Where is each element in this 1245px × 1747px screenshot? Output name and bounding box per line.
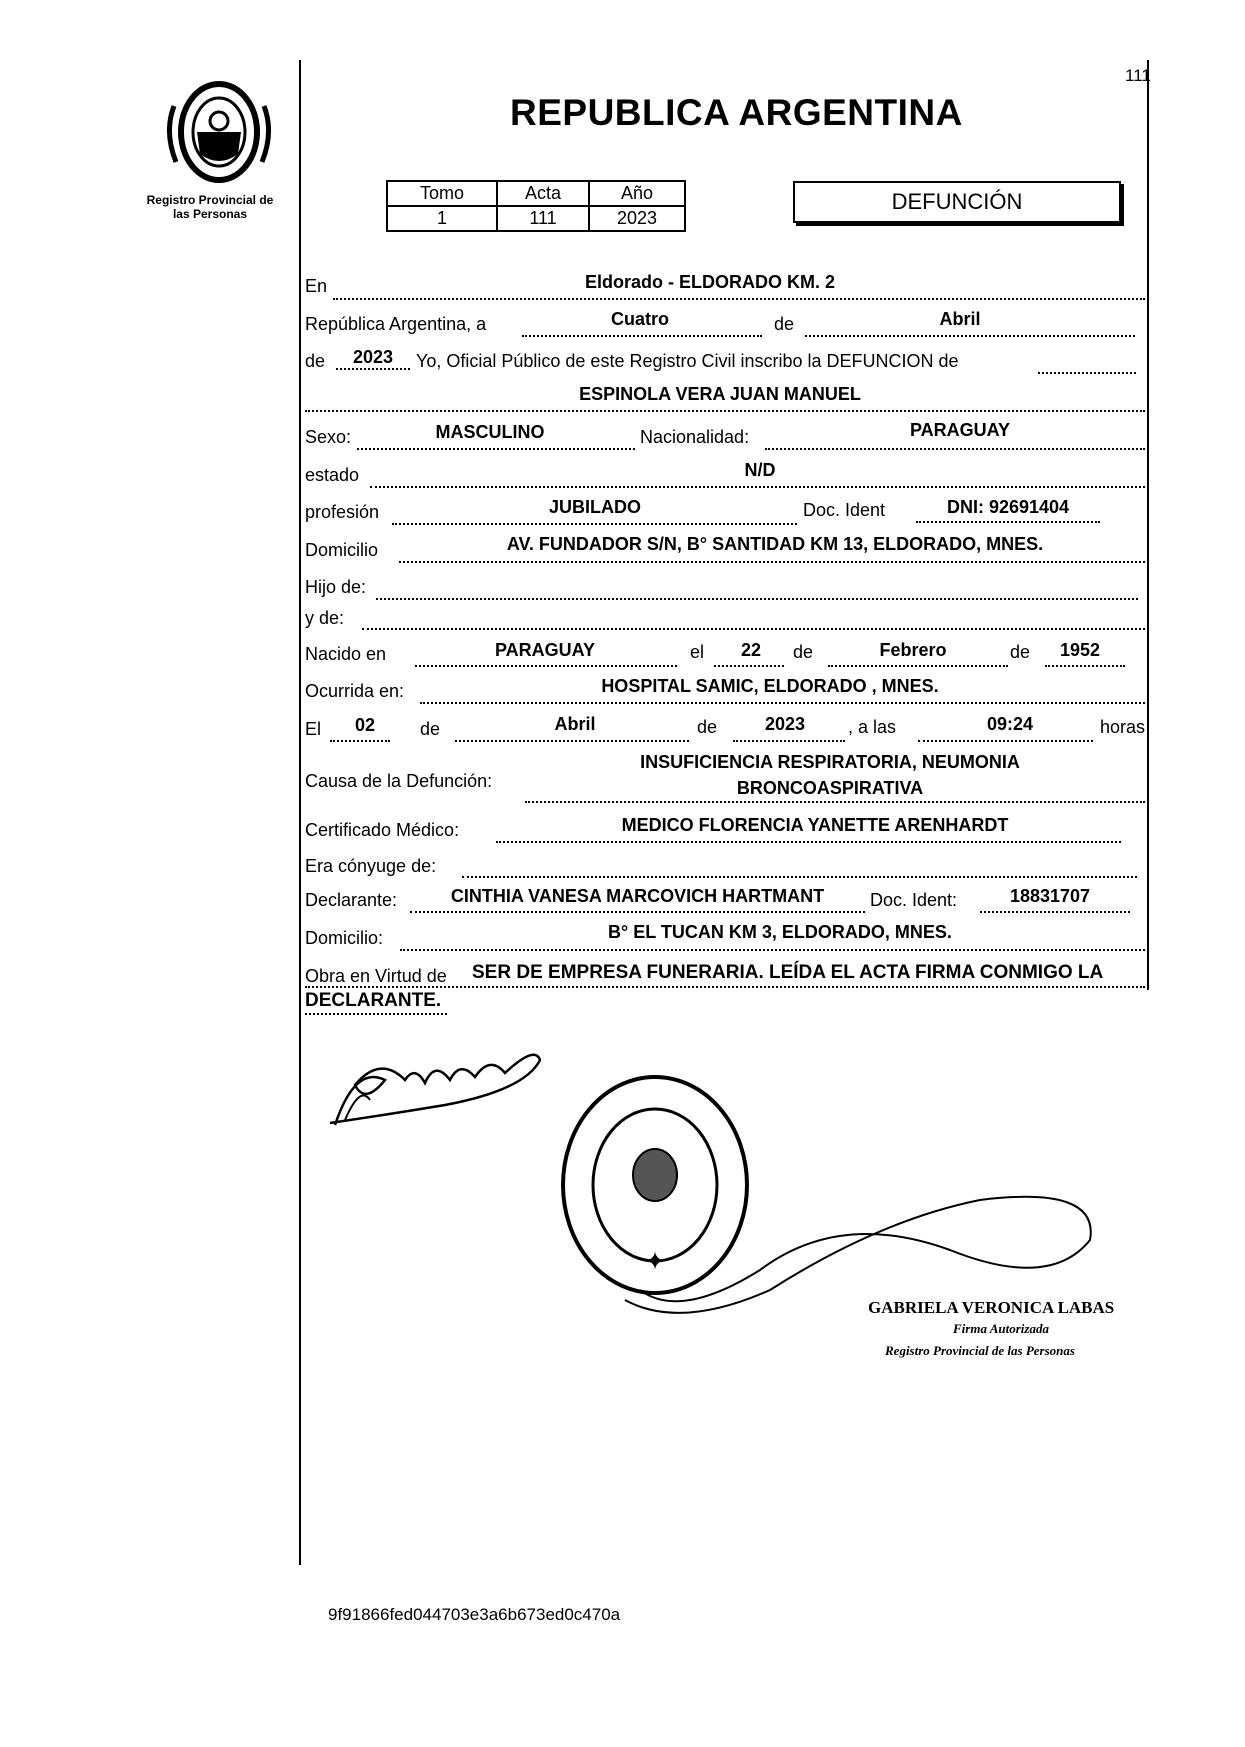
label-certificado: Certificado Médico: xyxy=(305,820,460,840)
dotted-line xyxy=(410,911,865,913)
death-day: 02 xyxy=(354,715,376,735)
sex-value: MASCULINO xyxy=(435,422,545,442)
dotted-line xyxy=(399,561,1145,563)
label-sexo: Sexo: xyxy=(305,427,352,447)
label-de-birth-month: de xyxy=(793,642,814,662)
profession-value: JUBILADO xyxy=(548,497,641,517)
label-a-las: , a las xyxy=(848,717,897,737)
dotted-line xyxy=(714,665,784,667)
label-de-year: de xyxy=(305,351,326,371)
registry-name-line2: las Personas xyxy=(172,207,248,221)
label-en: En xyxy=(305,276,328,296)
right-margin-line xyxy=(1147,60,1149,990)
declarant-address: B° EL TUCAN KM 3, ELDORADO, MNES. xyxy=(608,922,952,942)
label-profesion: profesión xyxy=(305,502,380,522)
dotted-line xyxy=(916,521,1100,523)
death-month: Abril xyxy=(554,714,596,734)
left-margin-line xyxy=(299,60,301,1565)
label-doc-ident-declarant: Doc. Ident: xyxy=(870,890,958,910)
label-y-de: y de: xyxy=(305,608,345,628)
dotted-line xyxy=(828,665,1008,667)
birth-day: 22 xyxy=(740,640,762,660)
tomo-header: Tomo xyxy=(387,181,497,206)
label-de-death-month: de xyxy=(420,719,441,739)
death-year: 2023 xyxy=(764,714,806,734)
nationality-value: PARAGUAY xyxy=(909,420,1011,440)
label-nacionalidad: Nacionalidad: xyxy=(640,427,750,447)
dotted-line xyxy=(415,665,677,667)
dotted-line xyxy=(357,448,635,450)
document-type-box: DEFUNCIÓN xyxy=(793,181,1121,223)
label-el: el xyxy=(690,642,705,662)
page-number: 111 xyxy=(1125,66,1151,85)
label-conyuge: Era cónyuge de: xyxy=(305,856,437,876)
acta-header: Acta xyxy=(497,181,589,206)
label-de-birth-year: de xyxy=(1010,642,1031,662)
declarant-signature xyxy=(325,1025,545,1145)
dotted-line xyxy=(420,702,1145,704)
registry-name-line1: Registro Provincial de xyxy=(146,193,274,207)
label-domicilio-declarant: Domicilio: xyxy=(305,928,384,948)
dotted-line xyxy=(522,335,762,337)
registration-month: Abril xyxy=(939,309,981,329)
registry-name xyxy=(130,193,290,221)
deceased-name: ESPINOLA VERA JUAN MANUEL xyxy=(579,384,861,404)
dotted-line xyxy=(376,598,1138,600)
dotted-line xyxy=(462,876,1137,878)
anio-value: 2023 xyxy=(589,206,685,231)
dotted-line xyxy=(733,740,845,742)
label-horas: horas xyxy=(1100,717,1146,737)
address-value: AV. FUNDADOR S/N, B° SANTIDAD KM 13, ELDORADO, MNES. xyxy=(506,534,1044,554)
legal-basis-line1: SER DE EMPRESA FUNERARIA. LEÍDA EL ACTA FIRMA CONMIGO LA xyxy=(472,962,1104,983)
label-El: El xyxy=(305,719,322,739)
label-estado: estado xyxy=(305,465,360,485)
svg-text:✦: ✦ xyxy=(644,1247,666,1277)
official-organization: Registro Provincial de las Personas xyxy=(885,1343,1075,1358)
place-value: Eldorado - ELDORADO KM. 2 xyxy=(584,272,835,292)
label-hijo-de: Hijo de: xyxy=(305,577,367,597)
record-reference-table xyxy=(386,180,686,232)
registration-year: 2023 xyxy=(336,347,410,370)
registration-day: Cuatro xyxy=(611,309,669,329)
page-title: REPUBLICA ARGENTINA xyxy=(510,92,963,133)
dotted-line xyxy=(918,740,1093,742)
official-role: Firma Autorizada xyxy=(953,1321,1049,1336)
document-hash: 9f91866fed044703e3a6b673ed0c470a xyxy=(328,1605,621,1624)
label-yo-oficial: Yo, Oficial Público de este Registro Civil inscribo la DEFUNCION de xyxy=(416,351,959,371)
label-doc-ident: Doc. Ident xyxy=(803,500,886,520)
label-causa: Causa de la Defunción: xyxy=(305,771,493,791)
official-name: GABRIELA VERONICA LABAS xyxy=(868,1298,1115,1317)
dotted-line xyxy=(980,911,1130,913)
legal-basis-line2: DECLARANTE. xyxy=(305,990,442,1011)
label-nacido-en: Nacido en xyxy=(305,644,387,664)
cause-line2: BRONCOASPIRATIVA xyxy=(736,778,924,798)
cause-line1: INSUFICIENCIA RESPIRATORIA, NEUMONIA xyxy=(640,752,1020,772)
label-de: de xyxy=(774,314,795,334)
label-obra: Obra en Virtud de xyxy=(305,966,447,986)
dotted-line xyxy=(455,740,689,742)
dotted-line xyxy=(370,486,1145,488)
acta-value: 111 xyxy=(497,206,589,231)
label-ocurrida-en: Ocurrida en: xyxy=(305,681,405,701)
dotted-line xyxy=(525,801,1145,803)
medical-certificate-value: MEDICO FLORENCIA YANETTE ARENHARDT xyxy=(621,815,1009,835)
anio-header: Año xyxy=(589,181,685,206)
label-republica: República Argentina, a xyxy=(305,314,487,334)
label-domicilio: Domicilio xyxy=(305,540,379,560)
tomo-value: 1 xyxy=(387,206,497,231)
dotted-line xyxy=(330,740,390,742)
dotted-line xyxy=(305,410,1145,412)
label-declarante: Declarante: xyxy=(305,890,398,910)
death-place-value: HOSPITAL SAMIC, ELDORADO , MNES. xyxy=(601,676,939,696)
declarant-doc: 18831707 xyxy=(1009,886,1091,906)
dotted-line xyxy=(1038,372,1136,374)
civil-status-value: N/D xyxy=(744,460,776,480)
dotted-line xyxy=(765,448,1145,450)
birthplace-value: PARAGUAY xyxy=(494,640,596,660)
dni-value: DNI: 92691404 xyxy=(946,497,1070,517)
dotted-line xyxy=(496,841,1121,843)
dotted-line xyxy=(400,949,1145,951)
dotted-line xyxy=(805,335,1135,337)
death-time: 09:24 xyxy=(986,714,1034,734)
provincial-seal-logo xyxy=(160,76,278,186)
declarant-name: CINTHIA VANESA MARCOVICH HARTMANT xyxy=(450,886,825,906)
dotted-line xyxy=(392,523,797,525)
birth-month: Febrero xyxy=(879,640,947,660)
dotted-line xyxy=(305,1013,447,1015)
dotted-line xyxy=(362,628,1145,630)
dotted-line xyxy=(305,986,1145,988)
dotted-line xyxy=(1045,665,1125,667)
label-de-death-year: de xyxy=(697,717,718,737)
dotted-line xyxy=(333,298,1145,300)
birth-year: 1952 xyxy=(1059,640,1101,660)
